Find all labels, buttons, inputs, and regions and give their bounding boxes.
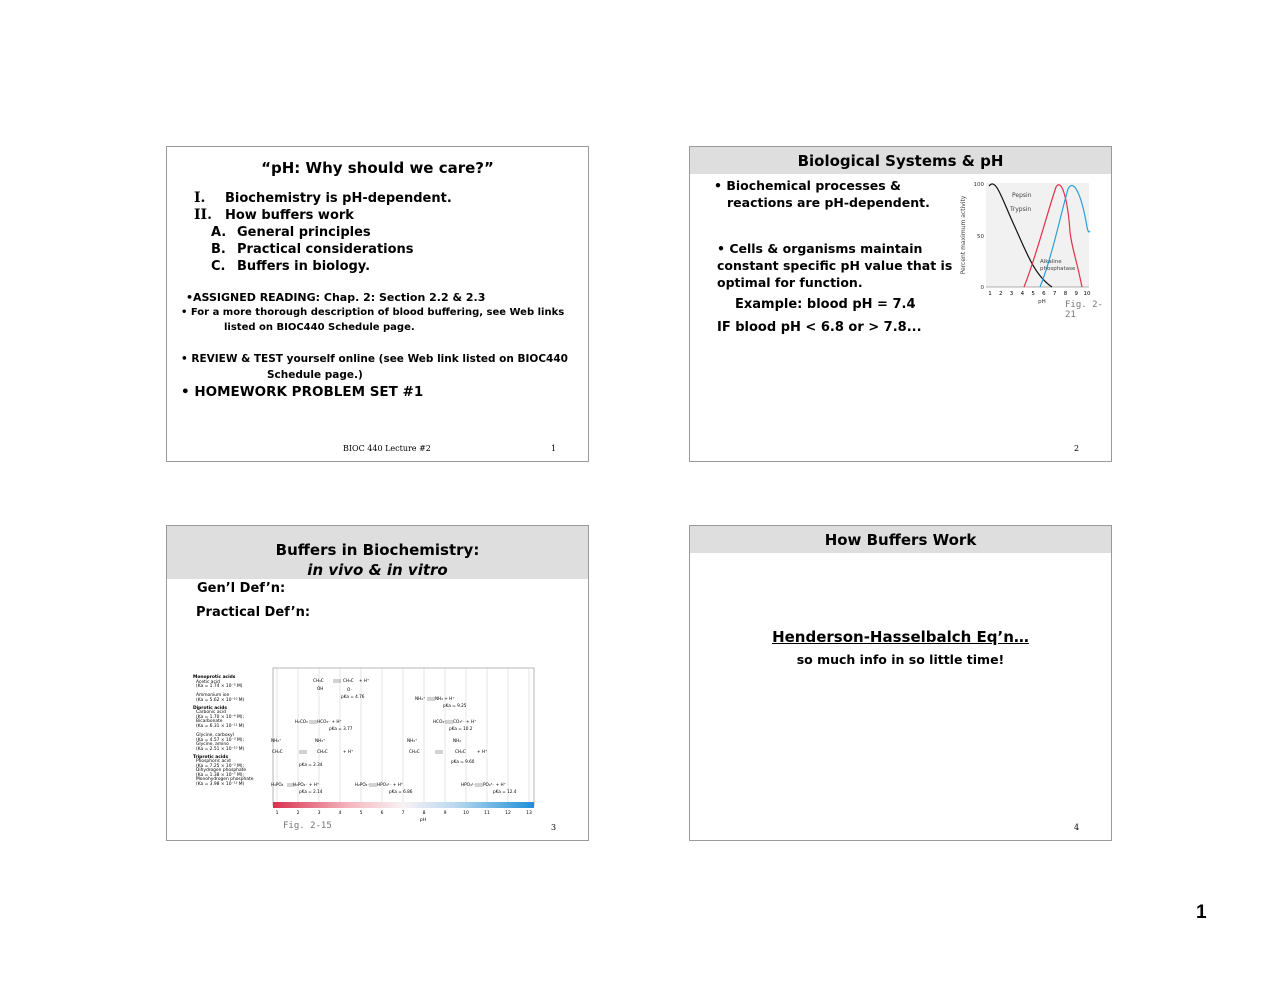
species-label: HPO₄²⁻ <box>461 782 476 787</box>
species-label: NH₃⁺ <box>407 738 418 743</box>
slide-3-title-1: Buffers in Biochemistry: <box>275 541 480 559</box>
pka-label: pKa = 9.60 <box>451 759 475 764</box>
label-alkaline-1: Alkaline <box>1040 259 1062 265</box>
species-label: CH₃C <box>313 678 324 683</box>
species-label: CH₃C <box>343 678 354 683</box>
titration-x-tick-12: 12 <box>505 811 511 816</box>
outline-num-1: I. <box>194 190 206 206</box>
titration-x-tick-1: 1 <box>275 811 279 816</box>
species-label: CH₂C <box>272 749 283 754</box>
species-label: CH₂C <box>455 749 466 754</box>
species-label: NH₂ <box>453 738 461 743</box>
species-label: O⁻ <box>347 687 353 692</box>
acid-label-line: Dihydrogen phosphate <box>196 768 247 774</box>
outline-num-3: A. <box>211 225 227 240</box>
slide-4-title: How Buffers Work <box>824 531 977 549</box>
x-tick-7: 7 <box>1052 291 1057 297</box>
pka-label: pKa = 12.4 <box>493 789 517 794</box>
review-line-2: Schedule page.) <box>267 369 363 381</box>
thorough-line-1: • For a more thorough description of blood buffering, see Web links <box>181 307 565 318</box>
x-tick-8: 8 <box>1063 291 1068 297</box>
label-pepsin: Pepsin <box>1012 192 1032 199</box>
chart-ylabel: Percent maximum activity <box>960 195 967 275</box>
titration-x-tick-4: 4 <box>338 811 342 816</box>
chart-x-ticks <box>988 291 1091 297</box>
species-label: H₂PO₄⁻ + H⁺ <box>293 782 320 787</box>
s2-bullet1-line1: • Biochemical processes & <box>714 178 901 193</box>
titration-x-tick-9: 9 <box>443 811 447 816</box>
genl-defn: Gen’l Def’n: <box>197 581 286 596</box>
x-tick-1: 1 <box>988 291 992 297</box>
practical-defn: Practical Def’n: <box>196 605 311 620</box>
x-tick-6: 6 <box>1042 291 1046 297</box>
outline-text-5: Buffers in biology. <box>237 259 371 274</box>
hh-subtitle: so much info in so little time! <box>796 652 1005 667</box>
pka-label: pKa = 10.2 <box>449 726 473 731</box>
species-label: NH₄⁺ <box>415 696 426 701</box>
acid-label-line: (Ka = 5.62 × 10⁻¹⁰ M) <box>196 697 245 703</box>
acid-label-line: (Ka = 3.98 × 10⁻¹³ M) <box>196 782 245 788</box>
acid-label-line: Phosphoric acid <box>196 759 231 765</box>
outline-num-4: B. <box>211 242 226 257</box>
species-label: HCO₃⁻ + H⁺ <box>317 719 342 724</box>
x-tick-4: 4 <box>1020 291 1025 297</box>
species-label: H₃PO₄ <box>271 782 284 787</box>
titration-x-tick-11: 11 <box>484 811 490 816</box>
label-alkaline-2: phosphatase <box>1040 266 1076 272</box>
x-tick-5: 5 <box>1031 291 1035 297</box>
x-tick-3: 3 <box>1009 291 1014 297</box>
outline-text-4: Practical considerations <box>237 242 414 257</box>
titration-figure <box>267 665 539 823</box>
species-label: H₂PO₄⁻ <box>355 782 370 787</box>
acid-label-line: (Ka = 1.70 × 10⁻⁴ M); <box>196 714 244 720</box>
henderson-hasselbalch: Henderson-Hasselbalch Eq’n… <box>772 628 1029 646</box>
species-label: PO₄³⁻ + H⁺ <box>483 782 506 787</box>
acid-label-line: Bicarbonate <box>196 719 223 725</box>
s2-bullet2-line3: optimal for function. <box>717 275 863 290</box>
outline-text-3: General principles <box>237 225 371 240</box>
titration-x-tick-8: 8 <box>422 811 426 816</box>
s3-fig-caption: Fig. 2-15 <box>283 821 332 831</box>
titration-xlabel: pH <box>419 818 427 823</box>
species-label: + H⁺ <box>343 749 354 754</box>
acid-label-line: (Ka = 7.25 × 10⁻³ M); <box>196 763 244 769</box>
slide-1-number: 1 <box>551 444 557 453</box>
acid-group-heading: Triprotic acids <box>193 754 229 760</box>
acid-label-line: Carbonic acid <box>196 710 226 716</box>
pka-label: pKa = 4.76 <box>341 694 365 699</box>
outline-num-5: C. <box>211 259 226 274</box>
acid-group-heading: Monoprotic acids <box>193 675 236 680</box>
x-tick-9: 9 <box>1074 291 1078 297</box>
species-label: NH₃⁺ <box>271 738 282 743</box>
slide-4 <box>689 525 1112 841</box>
slide-3-title-2: in vivo & in vitro <box>307 561 448 579</box>
s2-example: Example: blood pH = 7.4 <box>735 297 916 312</box>
titration-x-tick-3: 3 <box>317 811 321 816</box>
titration-x-tick-5: 5 <box>359 811 363 816</box>
slide-2-number: 2 <box>1074 444 1080 453</box>
review-line-1: • REVIEW & TEST yourself online (see Web link listed on BIOC440 <box>181 353 568 365</box>
slide-1-footer: BIOC 440 Lecture #2 <box>343 444 431 453</box>
species-label: NH₃⁺ <box>315 738 326 743</box>
s2-bullet1-line2: reactions are pH-dependent. <box>727 195 930 210</box>
s2-if-line: IF blood pH < 6.8 or > 7.8... <box>717 320 922 335</box>
x-tick-2: 2 <box>999 291 1003 297</box>
acid-label-line: Glycine, amino <box>196 742 229 748</box>
s2-bullet2-line1: • Cells & organisms maintain <box>717 241 923 256</box>
outline-num-2: II. <box>194 207 212 223</box>
slide-4-number: 4 <box>1074 823 1080 832</box>
chart-xlabel: pH <box>1038 299 1046 305</box>
species-label: CH₂C <box>409 749 420 754</box>
species-label: H₂CO₃ <box>295 719 308 724</box>
slide-2 <box>689 146 1112 462</box>
species-label: + H⁺ <box>477 749 488 754</box>
y-tick-50: 50 <box>977 234 984 240</box>
outline-text-2: How buffers work <box>225 208 354 223</box>
enzyme-activity-chart <box>956 177 1111 312</box>
slide-1-title: “pH: Why should we care?” <box>261 159 494 177</box>
homework-line: • HOMEWORK PROBLEM SET #1 <box>181 384 424 400</box>
ph-color-bar <box>273 802 534 808</box>
s2-fig-caption: Fig. 2-21 <box>1065 300 1103 320</box>
slide-3 <box>166 525 589 841</box>
slide-2-title: Biological Systems & pH <box>797 152 1004 170</box>
titration-x-tick-2: 2 <box>296 811 300 816</box>
acid-label-line: (Ka = 2.51 × 10⁻¹⁰ M) <box>196 746 245 752</box>
species-label: CO₃²⁻ + H⁺ <box>453 719 477 724</box>
acid-label-line: Monohydrogen phosphate <box>196 777 254 783</box>
y-tick-100: 100 <box>973 182 984 188</box>
species-label: HPO₄²⁻ + H⁺ <box>377 782 404 787</box>
acid-label-line: Acetic acid <box>196 679 220 685</box>
slide-1 <box>166 146 589 462</box>
titration-x-tick-7: 7 <box>401 811 405 816</box>
acid-label-line: (Ka = 4.57 × 10⁻³ M); <box>196 737 244 743</box>
acid-label-line: (Ka = 6.31 × 10⁻¹¹ M) <box>196 723 245 729</box>
slide-3-number: 3 <box>551 823 557 832</box>
acid-group-heading: Diprotic acids <box>193 705 228 711</box>
pka-label: pKa = 2.34 <box>299 762 323 767</box>
label-trypsin: Trypsin <box>1010 206 1032 213</box>
species-label: NH₃ + H⁺ <box>435 696 455 701</box>
species-label: CH₂C <box>317 749 328 754</box>
acid-label-line: (Ka = 1.74 × 10⁻⁵ M) <box>196 684 243 690</box>
pka-label: pKa = 3.77 <box>329 726 353 731</box>
thorough-line-2: listed on BIOC440 Schedule page. <box>224 322 415 333</box>
page-number: 1 <box>1196 902 1207 923</box>
species-label: OH <box>317 686 324 691</box>
titration-x-tick-10: 10 <box>463 811 469 816</box>
species-label: + H⁺ <box>359 678 370 683</box>
titration-x-tick-6: 6 <box>380 811 384 816</box>
pka-label: pKa = 6.86 <box>389 789 413 794</box>
acid-labels <box>193 676 273 788</box>
acid-label-line: Ammonium ion <box>196 693 230 699</box>
outline-text-1: Biochemistry is pH-dependent. <box>225 191 452 206</box>
titration-x-ticks <box>276 810 532 816</box>
y-tick-0: 0 <box>980 285 984 291</box>
s2-bullet2-line2: constant specific pH value that is <box>717 258 953 273</box>
pka-label: pKa = 2.14 <box>299 789 323 794</box>
acid-label-line: Glycine, carboxyl <box>196 733 234 739</box>
pka-label: pKa = 9.25 <box>443 703 467 708</box>
species-label: HCO₃⁻ <box>433 719 447 724</box>
acid-label-line: (Ka = 1.38 × 10⁻⁷ M); <box>196 772 244 778</box>
titration-x-tick-13: 13 <box>526 811 532 816</box>
assigned-reading: •ASSIGNED READING: Chap. 2: Section 2.2 & 2.3 <box>186 291 486 304</box>
x-tick-10: 10 <box>1083 291 1091 297</box>
